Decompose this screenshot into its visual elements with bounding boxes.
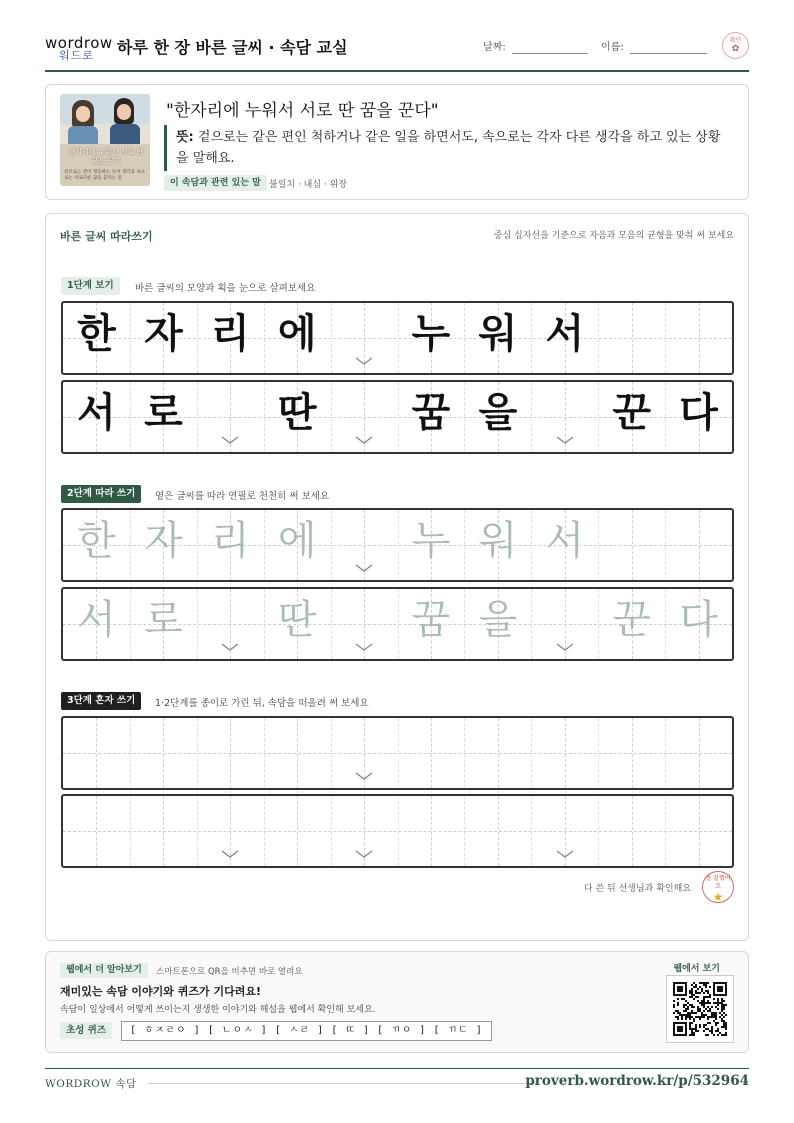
qr-label: 웹에서 보기: [673, 964, 720, 974]
grid-cell-border: [331, 510, 332, 580]
grid-cross-line: [297, 718, 298, 788]
grid-cell-border: [331, 718, 332, 788]
model-char: 에: [277, 311, 317, 357]
model-char: 다: [679, 390, 718, 436]
grid-cross-line: [699, 718, 700, 788]
space-mark-icon: [556, 642, 574, 652]
check-stamp-icon: 확인 ✿: [722, 32, 749, 59]
date-label: 날짜:: [483, 42, 506, 53]
grid-cell-border: [464, 796, 465, 866]
grid-cross-line: [431, 796, 432, 866]
stage1-row-2: [61, 380, 734, 454]
practice-hint: 중심 십자선을 기준으로 자음과 모음의 균형을 맞춰 써 보세요: [493, 231, 734, 241]
footer-brand: WORDROW 속담: [45, 1078, 137, 1090]
grid-cell-border: [598, 510, 599, 580]
trace-char: 리: [210, 518, 250, 564]
trace-char: 딴: [277, 597, 317, 643]
web-headline: 재미있는 속담 이야기와 퀴즈가 기다려요!: [60, 985, 261, 998]
good-job-stamp-text: 참 잘했어요: [705, 875, 731, 890]
page-title: 하루 한 장 바른 글씨 · 속담 교실: [117, 38, 348, 57]
grid-cell-border: [130, 796, 131, 866]
meaning-text: 겉으로는 같은 편인 척하거나 같은 일을 하면서도, 속으로는 각자 다른 생각을 하고 있는 상황을 말해요.: [176, 130, 721, 166]
grid-cell-border: [331, 589, 332, 659]
grid-cross-line: [632, 796, 633, 866]
writing-practice-panel: [45, 213, 749, 941]
grid-cell-border: [665, 510, 666, 580]
name-field[interactable]: [630, 53, 707, 54]
stage3-badge: 3단계 혼자 쓰기: [61, 692, 141, 710]
grid-cell-border: [331, 382, 332, 452]
space-mark-icon: [221, 642, 239, 652]
model-char: 을: [478, 390, 518, 436]
model-char: 꾼: [612, 390, 651, 436]
proverb-card: [45, 84, 749, 200]
grid-cell-border: [531, 589, 532, 659]
space-mark-icon: [221, 435, 239, 445]
date-field[interactable]: [512, 53, 588, 54]
grid-cross-line: [699, 510, 700, 580]
grid-cross-line: [699, 796, 700, 866]
stage1-badge: 1단계 보기: [61, 277, 120, 295]
model-char: 서: [77, 390, 116, 436]
grid-cross-line: [699, 303, 700, 373]
practice-title: 바른 글씨 따라쓰기: [60, 230, 153, 243]
grid-cell-border: [464, 718, 465, 788]
model-char: 딴: [277, 390, 317, 436]
related-words: 불일치 · 내심 · 위장: [269, 180, 348, 190]
check-stamp-text: 확인: [729, 37, 742, 44]
grid-cross-line: [96, 718, 97, 788]
grid-cell-border: [264, 718, 265, 788]
trace-char: 을: [478, 597, 518, 643]
trace-char: 꾼: [612, 597, 651, 643]
footer-divider: [45, 1068, 749, 1069]
grid-cross-line: [565, 718, 566, 788]
space-mark-icon: [355, 563, 373, 573]
proverb-illustration: [60, 94, 150, 186]
web-subtext: 속담이 일상에서 어떻게 쓰이는지 생생한 이야기와 해설을 웹에서 확인해 보세요.: [60, 1005, 376, 1015]
trace-char: 누: [411, 518, 451, 564]
grid-cross-line: [632, 718, 633, 788]
grid-cross-line: [163, 718, 164, 788]
chosung-quiz: [ ㅎㅈㄹㅇ ] [ ㄴㅇㅅ ] [ ㅅㄹ ] [ ㄸ ] [ ㄲㅇ ] [ ㄲㄷ ]: [121, 1021, 492, 1041]
model-char: 누: [411, 311, 451, 357]
stage1-row-1: [61, 301, 734, 375]
space-mark-icon: [355, 435, 373, 445]
space-mark-icon: [556, 849, 574, 859]
grid-cross-line: [230, 718, 231, 788]
model-char: 서: [545, 311, 585, 357]
space-mark-icon: [355, 771, 373, 781]
footer-rule: [148, 1083, 538, 1084]
space-mark-icon: [556, 435, 574, 445]
stage2-desc: 옅은 글씨를 따라 연필로 천천히 써 보세요: [155, 491, 330, 502]
trace-char: 자: [144, 518, 183, 564]
illustration-subcaption: 겉모로는 같이 행동하는 듯이 생각과 속으로는 서로다른 꿈을 꾼다는 말: [64, 170, 146, 181]
stage3-row-2[interactable]: [61, 794, 734, 868]
qr-code-frame[interactable]: [666, 975, 734, 1043]
web-more-badge: 웹에서 더 알아보기: [60, 963, 148, 978]
grid-cell-border: [264, 796, 265, 866]
space-mark-icon: [355, 849, 373, 859]
grid-cross-line: [498, 718, 499, 788]
stage2-row-1[interactable]: [61, 508, 734, 582]
stage2-row-2[interactable]: [61, 587, 734, 661]
trace-char: 에: [277, 518, 317, 564]
confirm-text: 다 쓴 뒤 선생님과 확인해요: [583, 884, 691, 894]
trace-char: 로: [144, 597, 183, 643]
grid-cross-line: [632, 303, 633, 373]
grid-cross-line: [431, 718, 432, 788]
page-header: [45, 30, 749, 72]
name-label: 이름:: [601, 42, 624, 53]
good-job-stamp-icon: 참 잘했어요 ★: [702, 871, 734, 903]
footer-url[interactable]: proverb.wordrow.kr/p/532964: [525, 1073, 749, 1089]
model-char: 꿈: [411, 390, 451, 436]
wordrow-logo: [45, 34, 113, 64]
grid-cell-border: [398, 718, 399, 788]
quiz-badge: 초성 퀴즈: [60, 1022, 112, 1039]
grid-cell-border: [598, 303, 599, 373]
grid-cell-border: [531, 718, 532, 788]
stage3-desc: 1·2단계를 종이로 가린 뒤, 속담을 떠올려 써 보세요: [155, 698, 369, 709]
space-mark-icon: [355, 642, 373, 652]
grid-cell-border: [197, 382, 198, 452]
trace-char: 서: [545, 518, 585, 564]
trace-char: 워: [478, 518, 518, 564]
model-char: 로: [144, 390, 183, 436]
model-char: 자: [144, 311, 183, 357]
meaning-label: 뜻:: [176, 130, 194, 145]
meaning-accent-bar: [164, 125, 167, 171]
trace-char: 다: [679, 597, 718, 643]
related-badge: 이 속담과 관련 있는 말: [164, 175, 267, 191]
grid-cell-border: [665, 303, 666, 373]
grid-cross-line: [498, 796, 499, 866]
model-char: 한: [77, 311, 116, 357]
qr-code-icon[interactable]: [673, 982, 727, 1036]
grid-cross-line: [96, 796, 97, 866]
model-char: 워: [478, 311, 518, 357]
logo-text-latin: wordrow: [45, 34, 113, 52]
grid-cell-border: [665, 796, 666, 866]
logo-text-korean: 워드로: [59, 49, 94, 62]
web-info-panel: [45, 951, 749, 1053]
trace-char: 한: [77, 518, 116, 564]
model-char: 리: [210, 311, 250, 357]
grid-cell-border: [598, 796, 599, 866]
stage3-row-1[interactable]: [61, 716, 734, 790]
grid-cell-border: [331, 796, 332, 866]
grid-cell-border: [531, 382, 532, 452]
grid-cell-border: [130, 718, 131, 788]
grid-cell-border: [197, 718, 198, 788]
grid-cell-border: [398, 796, 399, 866]
space-mark-icon: [355, 356, 373, 366]
space-mark-icon: [221, 849, 239, 859]
illustration-caption: 한자리에 누워서 서로 딴 꿈을 꾼다: [68, 148, 144, 165]
grid-cross-line: [632, 510, 633, 580]
web-more-desc: 스마트폰으로 QR을 비추면 바로 열려요: [156, 967, 303, 977]
grid-cell-border: [531, 796, 532, 866]
grid-cell-border: [665, 718, 666, 788]
grid-cross-line: [163, 796, 164, 866]
trace-char: 꿈: [411, 597, 451, 643]
stage1-desc: 바른 글씨의 모양과 획을 눈으로 살펴보세요: [135, 283, 316, 294]
grid-cell-border: [197, 589, 198, 659]
proverb-title: "한자리에 누워서 서로 딴 꿈을 꾼다": [166, 101, 439, 121]
grid-cell-border: [331, 303, 332, 373]
proverb-meaning: [176, 127, 731, 169]
stage2-badge: 2단계 따라 쓰기: [61, 485, 141, 503]
grid-cross-line: [297, 796, 298, 866]
grid-cell-border: [598, 718, 599, 788]
grid-cell-border: [197, 796, 198, 866]
trace-char: 서: [77, 597, 116, 643]
